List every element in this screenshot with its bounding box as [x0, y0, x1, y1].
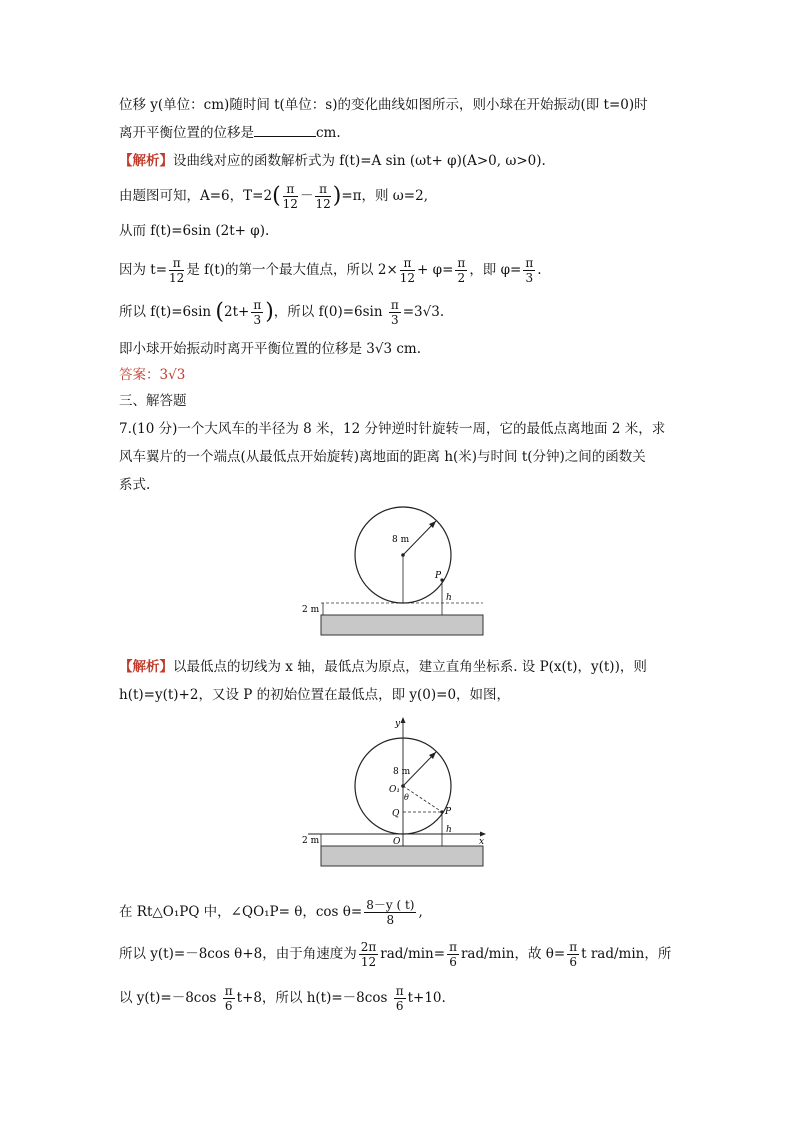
fraction [400, 256, 415, 285]
solution6-line4: 因为 t= $\frac{\pi}{12}$ 是 f(t)的第一个最大值点，所以 2× $\frac{\pi}{12}$ + φ= $\frac{\pi}{2}$ ，即 φ= $\frac{\pi}{3}$ . [119, 256, 542, 285]
solution6-line4-c: + φ= [417, 262, 454, 278]
solution7-line5-a: 以 y(t)=－8cos [119, 990, 217, 1006]
fraction-denominator: 3 [390, 313, 399, 327]
y-axis-label: y [395, 719, 401, 729]
solution7-line4-d: t rad/min，所 [581, 946, 672, 962]
fraction-numerator: π [525, 256, 534, 270]
ground-gap-label: 2 m [302, 605, 320, 615]
solution-tag: 【解析】 [119, 659, 173, 675]
solution7-line4-c: rad/min，故 θ= [460, 946, 566, 962]
fraction-denominator: 3 [525, 271, 534, 285]
fraction-denominator: 2 [457, 271, 466, 285]
point-p-label: P [435, 571, 442, 581]
fraction-numerator: π [449, 940, 457, 954]
solution7-line1 [119, 658, 647, 676]
ground-block [321, 846, 483, 866]
fraction-numerator: π [169, 256, 184, 271]
fraction [394, 984, 406, 1013]
windmill-figure [296, 500, 496, 640]
x-axis-arrow-icon [480, 832, 486, 837]
solution7-line4-b: rad/min= [380, 946, 446, 962]
origin-label: O [393, 837, 401, 847]
ground-gap-label: 2 m [302, 836, 320, 846]
o1-p-dashed-line [403, 786, 442, 812]
solution7-line1-text: 以最低点的切线为 x 轴，最低点为原点，建立直角坐标系. 设 P(x(t)，y(t))，则 [173, 659, 647, 675]
x-axis-label: x [479, 837, 485, 847]
problem6-text-line2-b: cm. [316, 125, 341, 141]
fraction [359, 940, 379, 969]
question7-line2: 风车翼片的一个端点(从最低点开始旋转)离地面的距离 h(米)与时间 t(分钟)之间的函数关 [119, 449, 646, 465]
fraction-denominator: 6 [569, 955, 577, 969]
ground-block [321, 615, 483, 635]
theta-label: θ [404, 793, 409, 802]
solution6-line4-b: 是 f(t)的第一个最大值点，所以 2× [186, 262, 398, 278]
answer-blank [254, 124, 316, 137]
fraction-numerator: π [315, 182, 330, 197]
solution7-line3-a: 在 Rt△O₁PQ 中，∠QO₁P= θ，cos θ= [119, 904, 363, 920]
fraction-denominator: 12 [399, 271, 416, 285]
solution6-line2: 由题图可知，A=6，T=2( $\frac{\pi}{12}$ － $\frac{\pi}{12}$ )=π，则 ω=2, [119, 182, 428, 211]
answer6: 答案：3√3 [119, 367, 186, 383]
fraction-numerator: π [569, 940, 578, 954]
solution7-line4-a: 所以 y(t)=－8cos θ+8，由于角速度为 [119, 946, 357, 962]
solution6-line2-b: =π，则 ω=2, [341, 188, 428, 204]
fraction-denominator: 12 [315, 197, 331, 211]
fraction [315, 182, 330, 211]
fraction [447, 940, 459, 969]
fraction [455, 256, 467, 285]
fraction [283, 182, 298, 211]
height-label: h [446, 825, 452, 835]
left-paren: ( [272, 183, 281, 209]
fraction-numerator: 8－y ( t) [366, 898, 415, 912]
fraction [523, 256, 535, 285]
solution6-line5-c: ，所以 f(0)=6sin [273, 304, 383, 320]
right-paren: ) [332, 183, 342, 209]
coordinate-figure [296, 712, 496, 872]
fraction [389, 298, 401, 327]
fraction [567, 940, 579, 969]
solution6-line4-a: 因为 t= [119, 262, 168, 278]
fraction [251, 298, 263, 327]
fraction [169, 256, 184, 285]
radius-label: 8 m [392, 535, 410, 545]
problem6-text-line1: 位移 y(单位：cm)随时间 t(单位：s)的变化曲线如图所示，则小球在开始振动(即 t=0)时 [119, 97, 648, 113]
fraction [364, 898, 416, 927]
solution6-line5-d: =3√3. [402, 304, 445, 320]
fraction-numerator: π [283, 182, 298, 197]
fraction-denominator: 12 [360, 955, 377, 969]
solution7-line5 [119, 984, 446, 1013]
fraction-numerator: π [224, 984, 233, 998]
fraction-numerator: 2π [360, 940, 377, 954]
fraction-denominator: 8 [386, 913, 395, 927]
height-label: h [446, 593, 452, 603]
solution7-line5-c: t+10. [407, 990, 446, 1006]
fraction-denominator: 3 [253, 313, 262, 327]
solution6-line4-d: ，即 φ= [469, 262, 522, 278]
solution6-line5-a: 所以 f(t)=6sin [119, 304, 212, 320]
solution-tag: 【解析】 [119, 153, 173, 169]
question7-line1: 7.(10 分)一个大风车的半径为 8 米，12 分钟逆时针旋转一周，它的最低点离地面 2 米，求 [119, 421, 666, 437]
solution7-line3-b: , [418, 904, 423, 920]
fraction-denominator: 12 [282, 197, 298, 211]
fraction-denominator: 6 [224, 999, 233, 1013]
solution6-line5 [119, 298, 444, 327]
radius-label: 8 m [393, 767, 411, 777]
fraction-numerator: π [395, 984, 404, 998]
solution6-line6: 即小球开始振动时离开平衡位置的位移是 3√3 cm. [119, 341, 422, 357]
solution7-line4 [119, 940, 671, 969]
p-label: P [445, 807, 452, 817]
solution6-line3: 从而 f(t)=6sin (2t+ φ). [119, 223, 270, 239]
solution6-line1 [119, 152, 546, 170]
fraction-denominator: 6 [395, 999, 404, 1013]
fraction-numerator: π [253, 298, 262, 312]
o1-label: O₁ [389, 785, 400, 795]
fraction-denominator: 12 [169, 271, 185, 285]
solution6-line5-b: 2t+ [223, 304, 250, 320]
problem6-text-line2-a: 离开平衡位置的位移是 [119, 125, 254, 141]
fraction-numerator: π [390, 298, 399, 312]
problem6-text-line2 [119, 124, 341, 142]
solution7-line2: h(t)=y(t)+2，又设 P 的初始位置在最低点，即 y(0)=0，如图， [119, 687, 511, 703]
solution6-line1-text: 设曲线对应的函数解析式为 f(t)=A sin (ωt+ φ)(A>0, ω>0). [173, 153, 546, 169]
y-axis-arrow-icon [401, 717, 406, 723]
solution7-line5-b: t+8，所以 h(t)=－8cos [236, 990, 388, 1006]
fraction-numerator: π [457, 256, 466, 270]
fraction [223, 984, 235, 1013]
section-heading: 三、解答题 [119, 393, 187, 409]
fraction-numerator: π [400, 256, 415, 271]
solution7-line3 [119, 898, 423, 927]
solution6-line2-a: 由题图可知，A=6，T=2 [119, 188, 273, 204]
q-label: Q [392, 809, 400, 819]
left-paren: ( [215, 299, 224, 325]
right-paren: ) [265, 299, 274, 325]
question7-line3: 系式. [119, 477, 151, 493]
fraction-denominator: 6 [449, 955, 457, 969]
